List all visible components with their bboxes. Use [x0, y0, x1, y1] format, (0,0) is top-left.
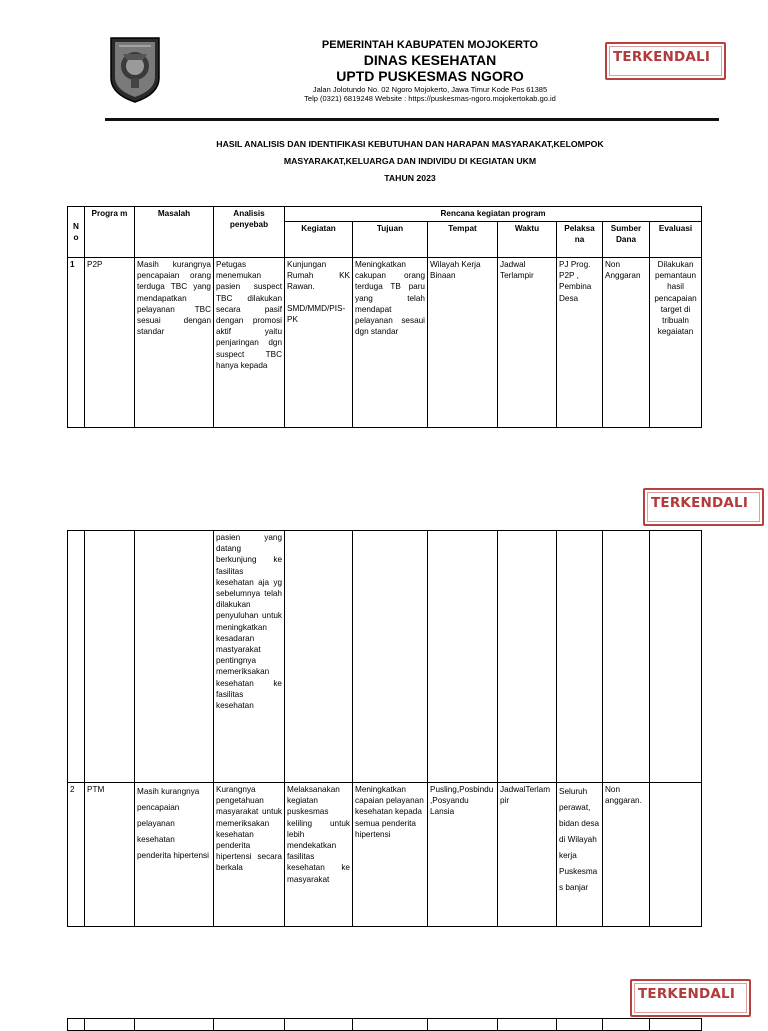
department-name: DINAS KESEHATAN [363, 52, 497, 68]
cell-empty [353, 1019, 428, 1031]
cell-empty [68, 1019, 85, 1031]
title-line-2: MASYARAKAT,KELUARGA DAN INDIVIDU DI KEGIATAN UKM [283, 156, 537, 166]
table-row [68, 258, 702, 428]
cell-empty [650, 531, 702, 783]
cell-program: PTM [85, 783, 135, 927]
cell-evaluasi: Dilakukan pemantaun hasil pencapaian target di tribualn kegaiatan [650, 258, 702, 428]
cell-empty [214, 1019, 285, 1031]
cell-kegiatan [285, 258, 353, 428]
terkendali-stamp: TERKENDALI [643, 488, 764, 526]
analysis-table-part-2 [67, 530, 702, 927]
cell-sumber-dana: Non Anggaran [603, 258, 650, 428]
cell-evaluasi [650, 783, 702, 927]
kegiatan-item: Kunjungan Rumah KK Rawan. [287, 260, 350, 292]
cell-kegiatan: Melaksanakan kegiatan puskesmas keliling untuk lebih mendekatkan fasilitas kesehatan ke masyarakat [285, 783, 353, 927]
cell-empty [603, 531, 650, 783]
cell-tempat: Pusling,Posbindu,Posyandu Lansia [428, 783, 498, 927]
header-tempat: Tempat [428, 222, 498, 258]
table-row [68, 783, 702, 927]
analysis-table-part-1 [67, 206, 702, 428]
cell-tujuan: Meningkatkan cakupan orang terduga TB paru yang telah mendapat pelayanan sesaui dgn standar [353, 258, 428, 428]
cell-empty [428, 1019, 498, 1031]
cell-empty [85, 1019, 135, 1031]
cell-program: P2P [85, 258, 135, 428]
cell-empty [135, 1019, 214, 1031]
document-title [150, 136, 670, 187]
letterhead-divider [105, 118, 719, 121]
cell-empty [498, 531, 557, 783]
cell-empty [285, 1019, 353, 1031]
cell-empty [85, 531, 135, 783]
table-row [68, 531, 702, 783]
header-waktu: Waktu [498, 222, 557, 258]
cell-analisis: Petugas menemukan pasien suspect TBC dilakukan secara pasif dengan promosi aktif yaitu penjaringan dgn suspect TBC hanya kepada [214, 258, 285, 428]
cell-sumber-dana: Non anggaran. [603, 783, 650, 927]
header-analisis: Analisis penyebab [214, 207, 285, 258]
title-line-1: HASIL ANALISIS DAN IDENTIFIKASI KEBUTUHAN DAN HARAPAN MASYARAKAT,KELOMPOK [216, 139, 604, 149]
cell-pelaksana: PJ Prog. P2P , Pembina Desa [557, 258, 603, 428]
mojokerto-regency-logo [109, 34, 161, 104]
cell-tujuan: Meningkatkan capaian pelayanan kesehatan kepada semua penderita hipertensi [353, 783, 428, 927]
cell-empty [353, 531, 428, 783]
terkendali-stamp: TERKENDALI [630, 979, 751, 1017]
header-program: Progra m [85, 207, 135, 258]
title-line-3: TAHUN 2023 [384, 173, 436, 183]
header-pelaksana: Pelaksa na [557, 222, 603, 258]
letterhead [200, 40, 660, 102]
cell-analisis-continued: pasien yang datang berkunjung ke fasilitas kesehatan aja yg sebelumnya telah dilakukan penyuluhan untuk meningkatkan kesadaran mastyarakat pentingnya memeriksakan kesehatan ke fasilitas kesehatan [214, 531, 285, 783]
address-text: Jalan Jolotundo No. 02 Ngoro Mojokerto, Jawa Timur Kode Pos 61385 [312, 85, 548, 94]
cell-no: 2 [68, 783, 85, 927]
cell-tempat: Wilayah Kerja Binaan [428, 258, 498, 428]
header-kegiatan: Kegiatan [285, 222, 353, 258]
cell-masalah: Masih kurangnya pencapaian pelayanan kesehatan penderita hipertensi [135, 783, 214, 927]
cell-masalah: Masih kurangnya pencapaian orang terduga TBC yang mendapatkan pelayanan TBC sesuai dengan standar [135, 258, 214, 428]
cell-empty [135, 531, 214, 783]
header-sumber-dana: Sumber Dana [603, 222, 650, 258]
cell-analisis: Kurangnya pengetahuan masyarakat untuk memeriksakan kesehatan penderita hipertensi secara berkala [214, 783, 285, 927]
cell-empty [557, 1019, 603, 1031]
header-rencana: Rencana kegiatan program [285, 207, 702, 222]
table-row [68, 1019, 702, 1031]
cell-empty [557, 531, 603, 783]
cell-no: 1 [68, 258, 85, 428]
cell-pelaksana: Seluruh perawat, bidan desa di Wilayah kerja Puskesmas banjar [557, 783, 603, 927]
header-tujuan: Tujuan [353, 222, 428, 258]
cell-empty [650, 1019, 702, 1031]
cell-empty [498, 1019, 557, 1031]
cell-empty [603, 1019, 650, 1031]
cell-empty [68, 531, 85, 783]
cell-empty [285, 531, 353, 783]
analysis-table-part-3 [67, 1018, 702, 1031]
header-masalah: Masalah [135, 207, 214, 258]
terkendali-stamp: TERKENDALI [605, 42, 726, 80]
government-name: PEMERINTAH KABUPATEN MOJOKERTO [321, 39, 539, 51]
kegiatan-item: SMD/MMD/PIS-PK [287, 303, 346, 324]
contact-text: Telp (0321) 6819248 Website : https://puskesmas-ngoro.mojokertokab.go.id [304, 93, 556, 103]
cell-waktu: Jadwal Terlampir [498, 258, 557, 428]
puskesmas-name: UPTD PUSKESMAS NGORO [336, 68, 524, 84]
cell-waktu: JadwalTerlampir [498, 783, 557, 927]
cell-empty [428, 531, 498, 783]
header-no: N o [68, 207, 85, 258]
header-evaluasi: Evaluasi [650, 222, 702, 258]
